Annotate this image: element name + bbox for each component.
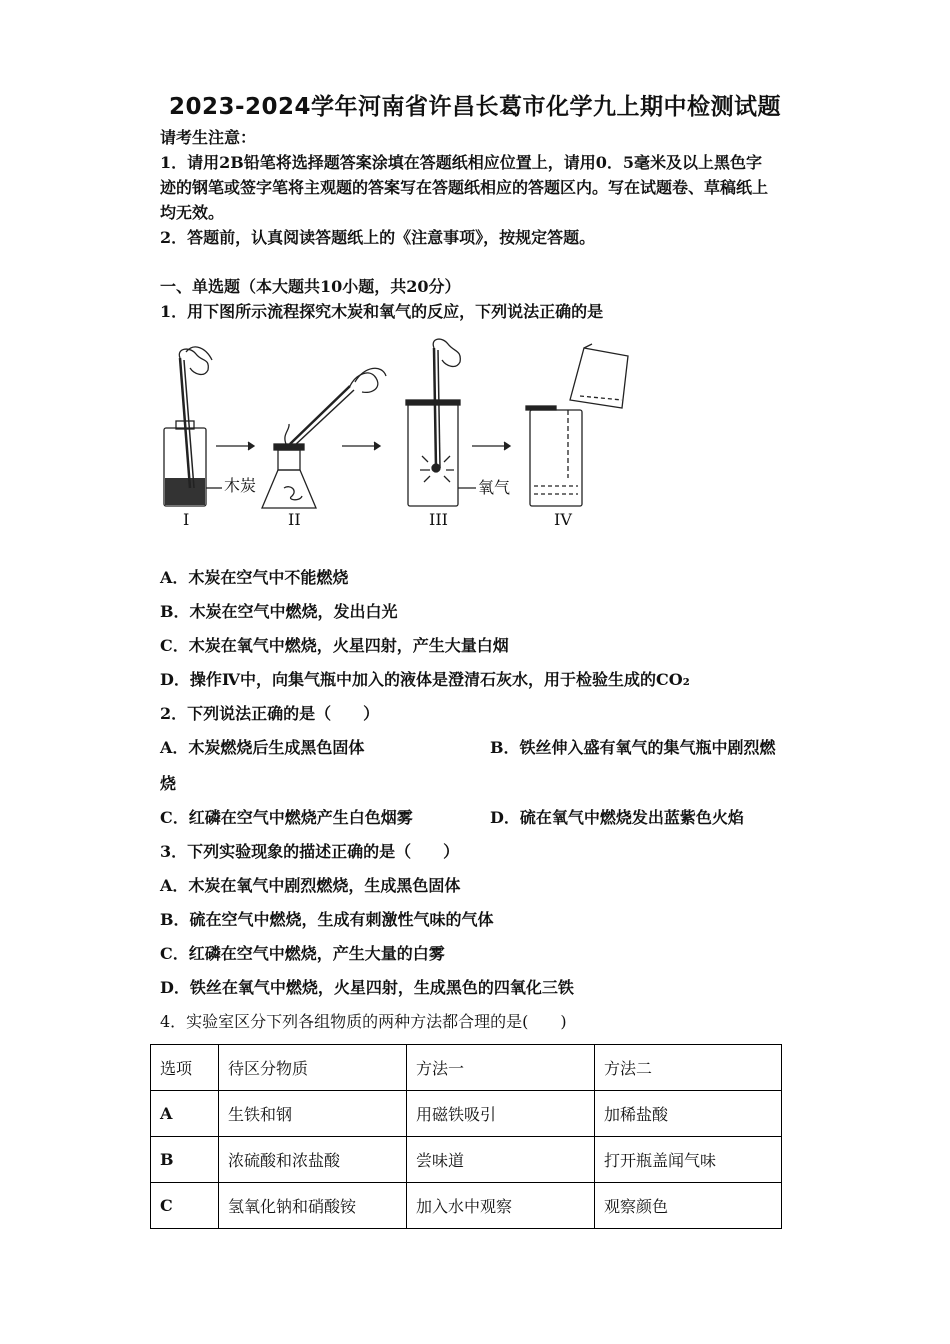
table-cell: 打开瓶盖闻气味 xyxy=(595,1137,782,1183)
notice-line: 1．请用2B铅笔将选择题答案涂填在答题纸相应位置上，请用0．5毫米及以上黑色字 xyxy=(160,153,763,172)
option-d: D．硫在氧气中燃烧发出蓝紫色火焰 xyxy=(490,808,744,827)
jar-4-illustration xyxy=(526,344,628,506)
table-cell: 生铁和钢 xyxy=(219,1091,407,1137)
notice-line: 2．答题前，认真阅读答题纸上的《注意事项》，按规定答题。 xyxy=(160,228,596,247)
step-label: IV xyxy=(554,510,572,529)
table-header-row xyxy=(151,1045,782,1091)
option-c: C．红磷在空气中燃烧产生白色烟雾 xyxy=(160,808,413,827)
table-row xyxy=(151,1137,782,1183)
table-cell: 用磁铁吸引 xyxy=(407,1091,595,1137)
table-row xyxy=(151,1091,782,1137)
question-2-stem: 2．下列说法正确的是（ ） xyxy=(160,704,380,723)
label-oxygen: 氧气 xyxy=(478,478,511,497)
table-cell: 浓硫酸和浓盐酸 xyxy=(219,1137,407,1183)
notice-line: 均无效。 xyxy=(160,203,225,222)
table-header: 方法一 xyxy=(407,1045,595,1091)
table-cell: 氢氧化钠和硝酸铵 xyxy=(219,1183,407,1229)
table-cell: A xyxy=(151,1091,219,1137)
option-a: A．木炭在空气中不能燃烧 xyxy=(160,568,349,587)
question-4-stem: 4．实验室区分下列各组物质的两种方法都合理的是( ) xyxy=(160,1012,567,1031)
experiment-figure xyxy=(150,338,670,533)
page-title: 2023-2024学年河南省许昌长葛市化学九上期中检测试题 xyxy=(168,94,782,120)
option-d: D．铁丝在氧气中燃烧，火星四射，生成黑色的四氧化三铁 xyxy=(160,978,574,997)
step-label: III xyxy=(429,510,448,529)
option-b: B．木炭在空气中燃烧，发出白光 xyxy=(160,602,398,621)
section-heading: 一、单选题（本大题共10小题，共20分） xyxy=(160,277,461,296)
step-label: I xyxy=(183,510,190,529)
question-1-stem: 1．用下图所示流程探究木炭和氧气的反应，下列说法正确的是 xyxy=(160,302,604,321)
question-3-stem: 3．下列实验现象的描述正确的是（ ） xyxy=(160,842,460,861)
table-header: 方法二 xyxy=(595,1045,782,1091)
table-header: 选项 xyxy=(151,1045,219,1091)
option-d: D．操作Ⅳ中，向集气瓶中加入的液体是澄清石灰水，用于检验生成的CO₂ xyxy=(160,670,690,689)
table-header: 待区分物质 xyxy=(219,1045,407,1091)
jar-1-illustration xyxy=(164,347,222,506)
table-cell: 加稀盐酸 xyxy=(595,1091,782,1137)
option-c: C．红磷在空气中燃烧，产生大量的白雾 xyxy=(160,944,445,963)
label-charcoal: 木炭 xyxy=(224,476,257,495)
comparison-table xyxy=(150,1044,782,1229)
table-cell: 尝味道 xyxy=(407,1137,595,1183)
table-row xyxy=(151,1183,782,1229)
option-b-continued: 烧 xyxy=(160,774,177,793)
notice-line: 迹的钢笔或签字笔将主观题的答案写在答题纸相应的答题区内。写在试题卷、草稿纸上 xyxy=(160,178,769,197)
option-a: A．木炭在氧气中剧烈燃烧，生成黑色固体 xyxy=(160,876,461,895)
option-c: C．木炭在氧气中燃烧，火星四射，产生大量白烟 xyxy=(160,636,509,655)
jar-3-illustration xyxy=(406,339,476,506)
table-cell: C xyxy=(151,1183,219,1229)
option-b: B．硫在空气中燃烧，生成有刺激性气味的气体 xyxy=(160,910,494,929)
step-label: II xyxy=(288,510,301,529)
table-cell: 观察颜色 xyxy=(595,1183,782,1229)
option-a: A．木炭燃烧后生成黑色固体 xyxy=(160,738,365,757)
lamp-illustration xyxy=(262,368,386,508)
option-b: B．铁丝伸入盛有氧气的集气瓶中剧烈燃 xyxy=(490,738,776,757)
table-cell: 加入水中观察 xyxy=(407,1183,595,1229)
notice-heading: 请考生注意： xyxy=(160,128,257,147)
table-cell: B xyxy=(151,1137,219,1183)
